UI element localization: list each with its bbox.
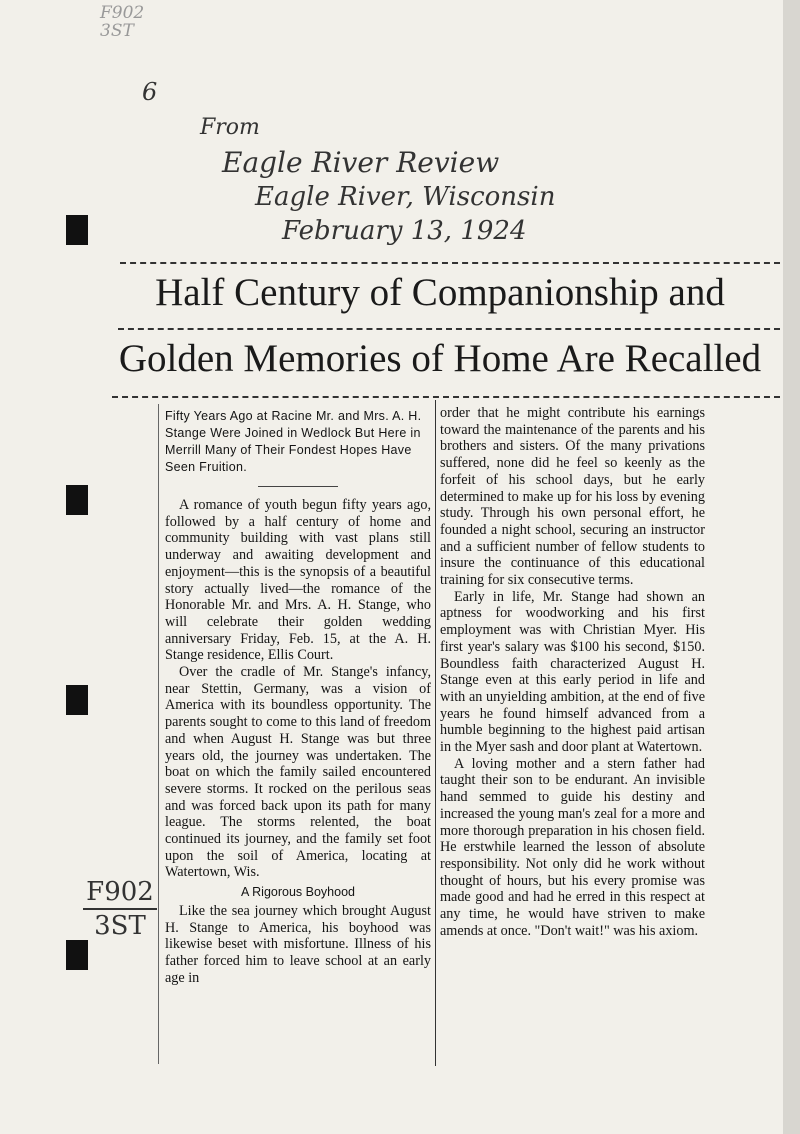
page-number-annotation: 6 (142, 78, 158, 106)
left-column-rule (158, 404, 159, 1064)
source-from-annotation: From (200, 115, 260, 140)
paragraph: A romance of youth begun fifty years ago, followed by a half century of home and community building with vast plans still underway and awaiting development and enjoyment—this is the synopsis of a beautiful story actually lived—the romance of the Honorable Mr. and Mrs. A. H. Stange, who will celebrate their golden wedding anniversary Friday, Feb. 15, at the A. H. Stange residence, Ellis Court. (165, 497, 431, 664)
article-deck: Fifty Years Ago at Racine Mr. and Mrs. A. H. Stange Were Joined in Wedlock But Here in Merrill Many of Their Fondest Hopes Have Seen Fruition. (165, 409, 422, 474)
paragraph: order that he might contribute his earnings toward the maintenance of the parents and his brothers and sisters. Of the many privations suffered, none did he feel so keenly as the forfeit of his school days, but he early determined to make up for his loss by evening study. Through his own personal effort, he founded a night school, securing an instructor and a sufficient number of fellow students to insure the continuance of this educational training for six consecutive terms. (440, 405, 705, 589)
source-date: February 13, 1924 (282, 216, 527, 246)
article-left-column (165, 408, 431, 986)
rule-middle (118, 328, 780, 330)
paragraph: A loving mother and a stern father had taught their son to be endurant. An invisible hand semmed to guide his destiny and increased the young man's zeal for a more and more thorough preparation in his chosen field. He erstwhile learned the lesson of absolute responsibility. Not only did he work without thought of hours, but his every promise was made good and had he erred in this respect at any time, he would have striven to make amends at once. "Don't wait!" was his axiom. (440, 755, 705, 939)
headline-line-1: Half Century of Companionship and (155, 271, 725, 314)
paragraph: Over the cradle of Mr. Stange's infancy, near Stettin, Germany, was a vision of America with its boundless opportunity. The parents sought to come to this land of freedom and when August H. Stange was but three years old, the journey was undertaken. The boat on which the family sailed encountered severe storms. It rocked on the perilous seas and was forced back upon its path for many league. The storms relented, the boat continued its journey, and the family set foot upon the soil of America, locating at Watertown, Wis. (165, 664, 431, 881)
source-location: Eagle River, Wisconsin (255, 182, 556, 212)
page-edge (783, 0, 800, 1134)
binding-tab (66, 940, 88, 970)
margin-code-bottom: 3ST (94, 911, 146, 941)
rule-top (120, 262, 780, 264)
rule-bottom (112, 396, 780, 398)
column-divider (435, 400, 436, 1066)
paragraph: Like the sea journey which brought August H. Stange to America, his boyhood was likewise beset with misfortune. Illness of his father forced him to leave school at an early age in (165, 902, 431, 986)
deck-rule (258, 486, 338, 487)
binding-tab (66, 685, 88, 715)
subhead: A Rigorous Boyhood (241, 885, 355, 900)
margin-code-annotation (83, 876, 157, 942)
headline-line-2: Golden Memories of Home Are Recalled (118, 337, 762, 380)
article-right-column (440, 405, 705, 940)
binding-tab (66, 485, 88, 515)
binding-tab (66, 215, 88, 245)
corner-annotation: F902 3ST (100, 3, 145, 41)
margin-code-top: F902 (86, 877, 154, 907)
source-publication: Eagle River Review (222, 146, 500, 179)
paragraph: Early in life, Mr. Stange had shown an aptness for woodworking and his first employment was with Christian Myer. His first year's salary was $100 his second, $150. Boundless faith characterized August H. Stange even at this early period in life and with an unyielding ambition, at the end of five years he found himself advanced from a humble beginning to the highest paid artisan in the Myer sash and door plant at Watertown. (440, 588, 705, 756)
